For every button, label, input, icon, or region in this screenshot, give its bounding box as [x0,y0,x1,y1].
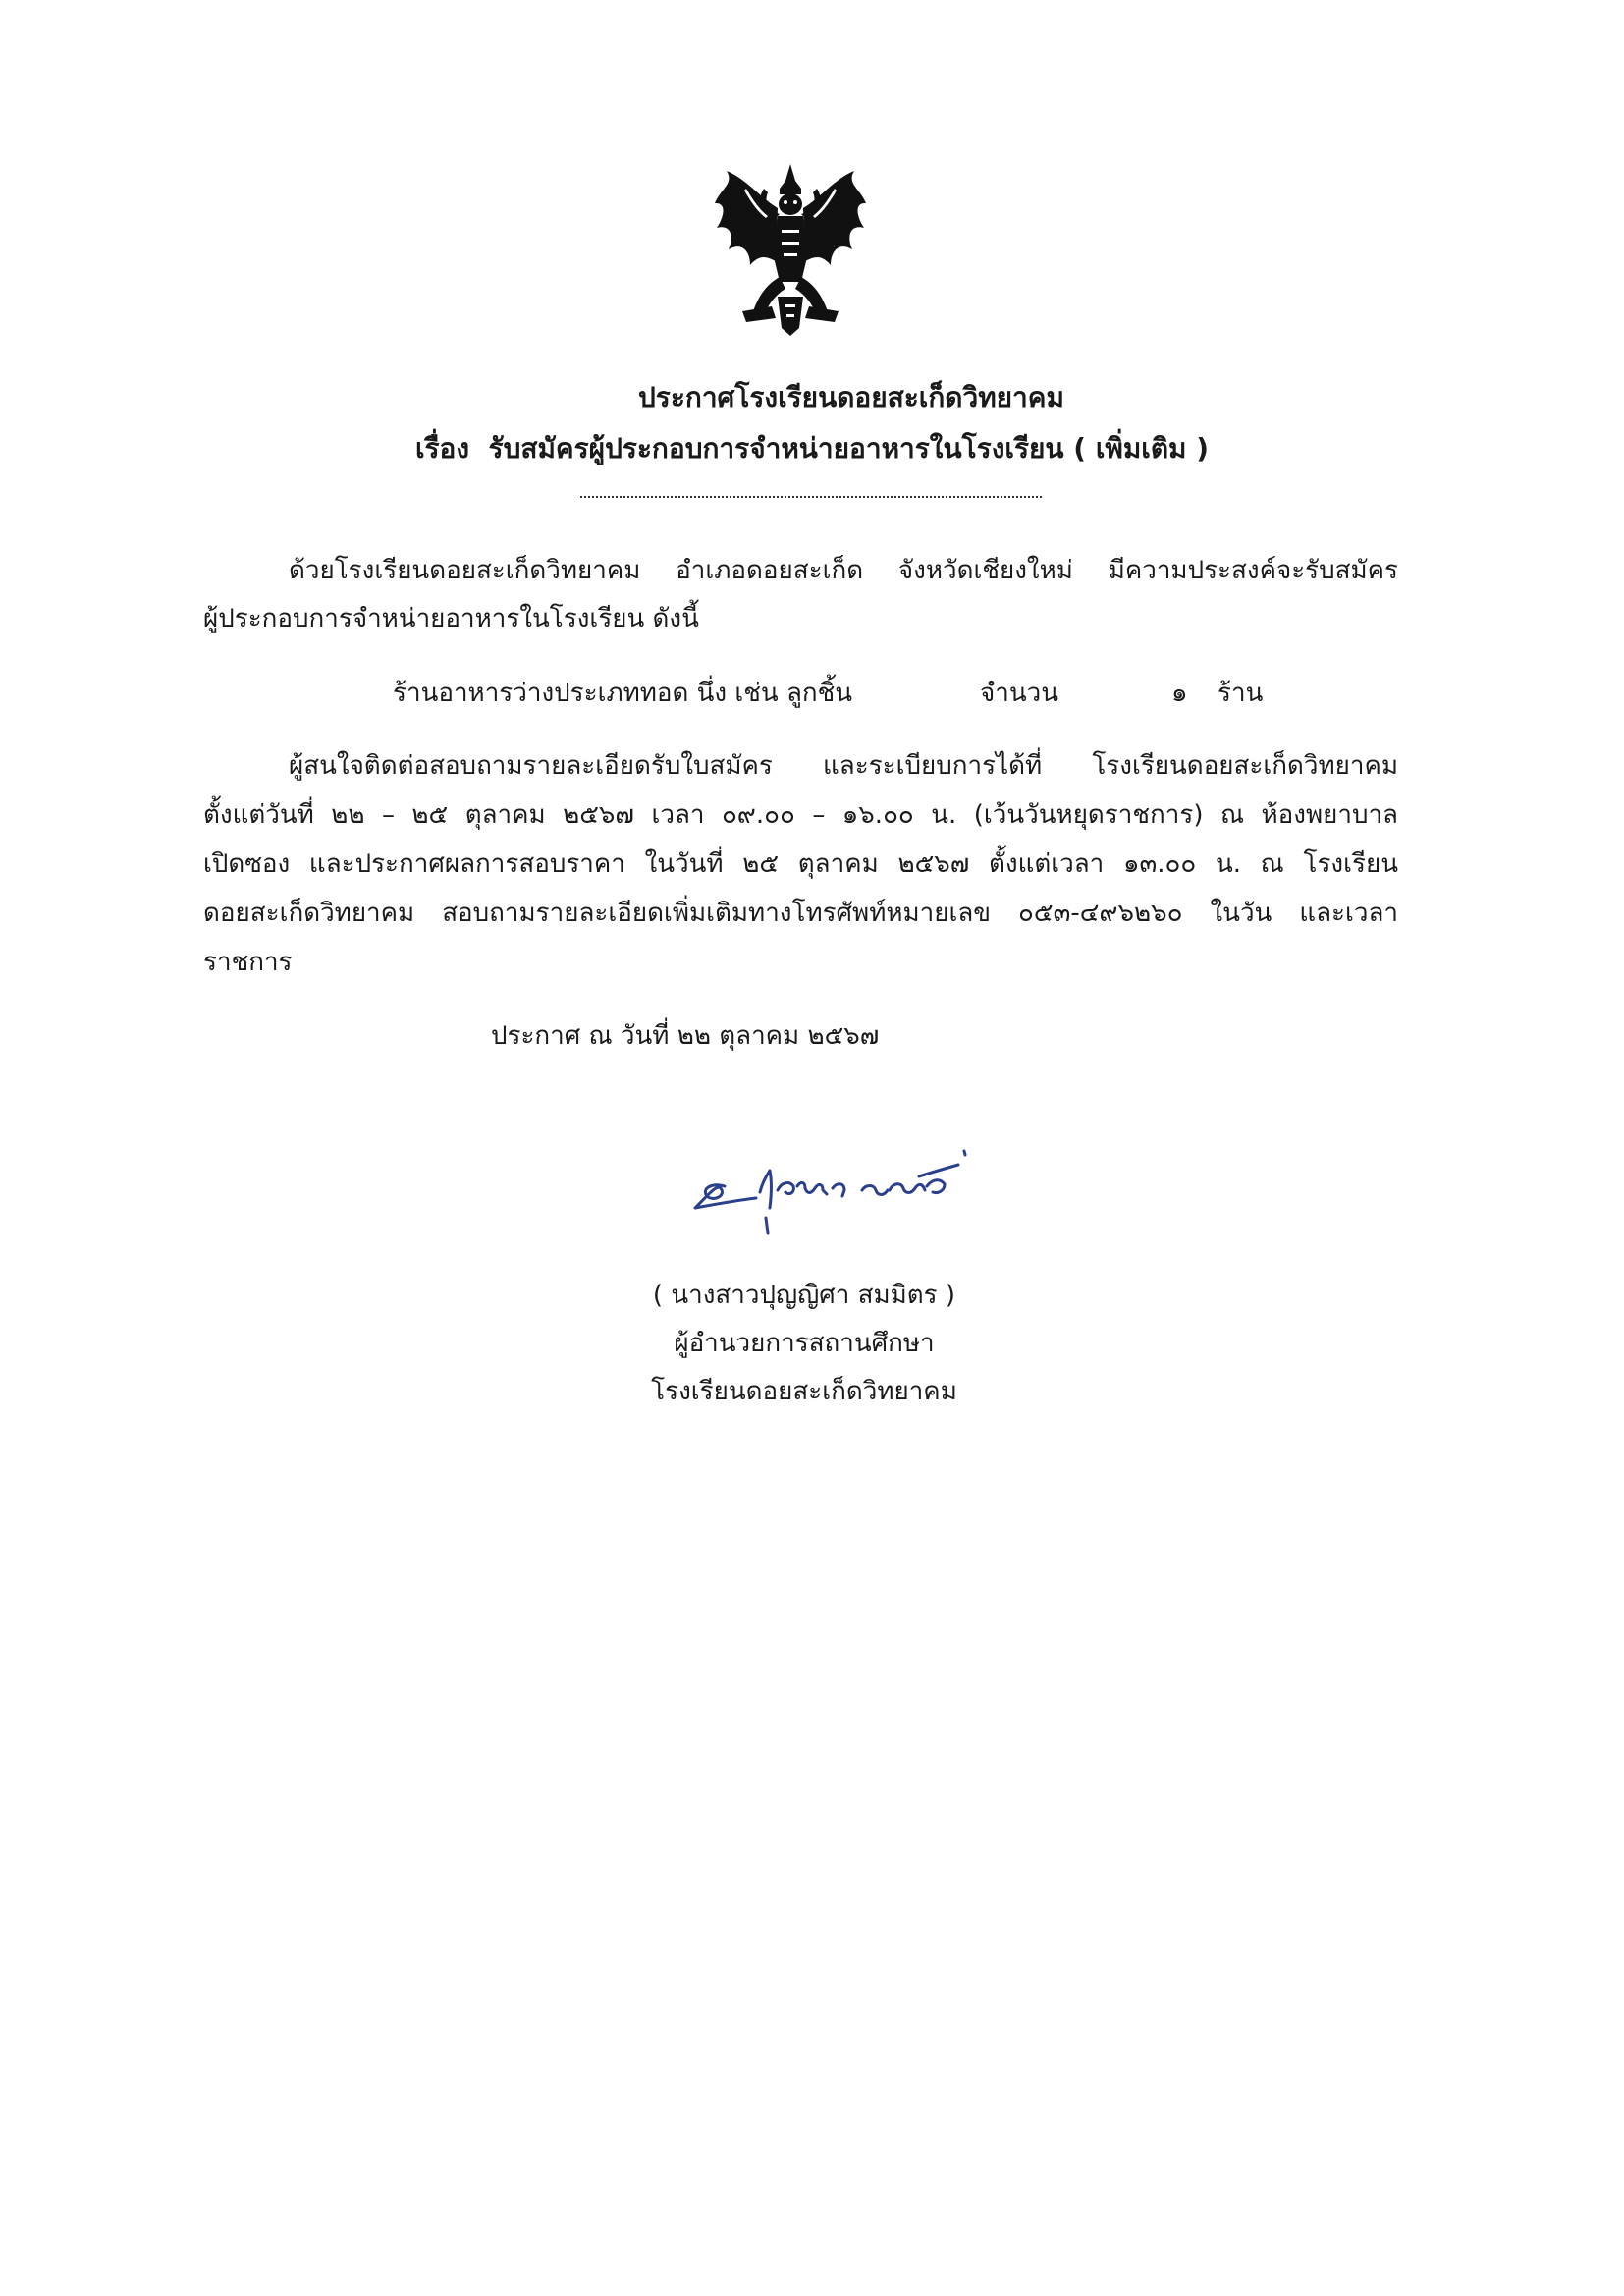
handwritten-signature [687,1139,972,1237]
para2-line1: ผู้สนใจติดต่อสอบถามรายละเอียดรับใบสมัคร และระเบียบการได้ที่ โรงเรียนดอยสะเก็ดวิทยาคม [289,751,1398,781]
signatory-organization: โรงเรียนดอยสะเก็ดวิทยาคม [651,1377,957,1406]
signatory-position: ผู้อำนวยการสถานศึกษา [674,1329,935,1358]
item-qty-label: จำนวน [980,679,1058,708]
subject-label: เรื่อง [414,432,470,465]
para2-line4: ดอยสะเก็ดวิทยาคม สอบถามรายละเอียดเพิ่มเติมทางโทรศัพท์หมายเลข ๐๕๓-๔๙๖๒๖๐ ในวัน และเวลา [203,899,1398,928]
para1-line2: ผู้ประกอบการจำหน่ายอาหารในโรงเรียน ดังนี้ [203,604,699,633]
para1-line1: ด้วยโรงเรียนดอยสะเก็ดวิทยาคม อำเภอดอยสะเก็ด จังหวัดเชียงใหม่ มีความประสงค์จะรับสมัคร [289,556,1398,585]
para2-line2: ตั้งแต่วันที่ ๒๒ – ๒๕ ตุลาคม ๒๕๖๗ เวลา ๐๙.๐๐ – ๑๖.๐๐ น. (เว้นวันหยุดราชการ) ณ ห้องพยาบาล [203,800,1398,830]
subject-text: รับสมัครผู้ประกอบการจำหน่ายอาหารในโรงเรียน ( เพิ่มเติม ) [488,432,1210,465]
para2-line5: ราชการ [203,948,293,977]
item-unit: ร้าน [1218,679,1264,708]
announcement-date: ประกาศ ณ วันที่ ๒๒ ตุลาคม ๒๕๖๗ [491,1021,880,1051]
para2-line3: เปิดซอง และประกาศผลการสอบราคา ในวันที่ ๒๕ ตุลาคม ๒๕๖๗ ตั้งแต่เวลา ๑๓.๐๐ น. ณ โรงเรียน [203,849,1398,879]
item-name: ร้านอาหารว่างประเภททอด นึ่ง เช่น ลูกชิ้น [393,679,853,708]
document-title: ประกาศโรงเรียนดอยสะเก็ดวิทยาคม [638,381,1064,413]
document-subject [0,429,1624,468]
signatory-name: ( นางสาวปุญญิศา สมมิตร ) [652,1281,956,1310]
item-qty: ๑ [1171,679,1188,708]
garuda-emblem-icon [707,159,874,341]
title-divider [580,496,1042,498]
